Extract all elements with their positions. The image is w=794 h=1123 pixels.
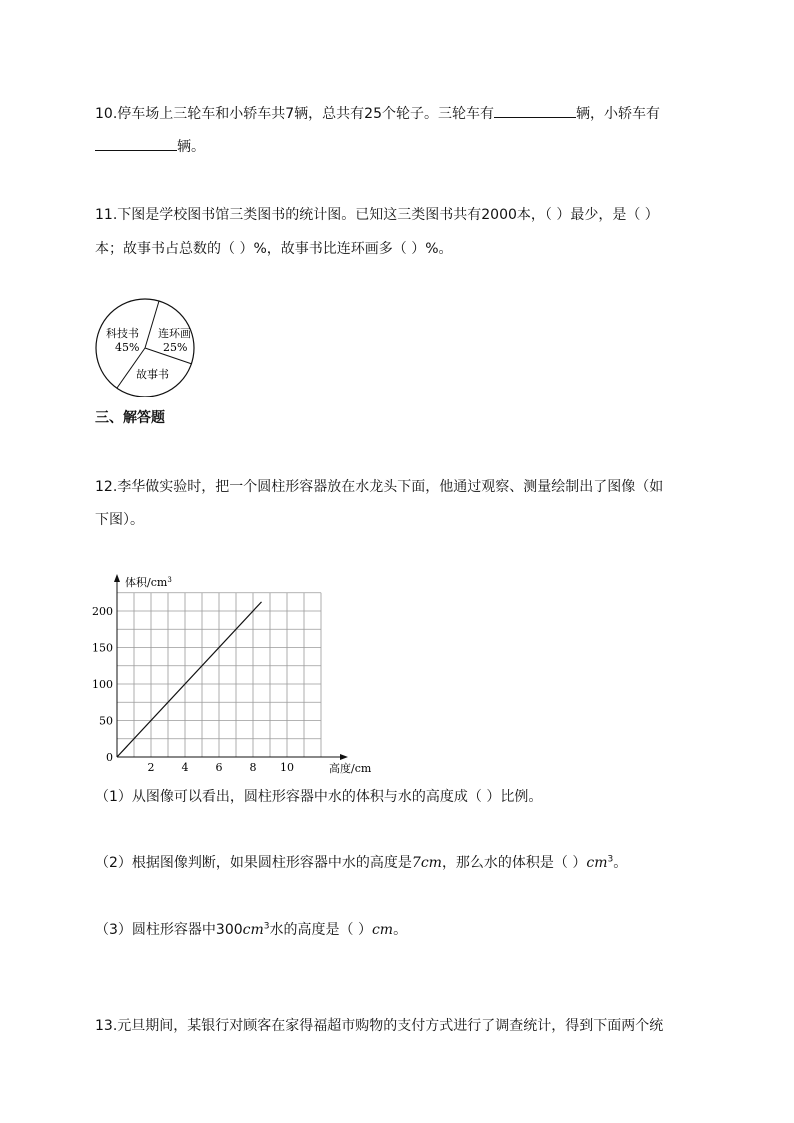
q12-sub2-text-a: （2）根据图像判断，如果圆柱形容器中水的高度是 [95, 855, 412, 871]
q12-sub1: （1）从图像可以看出，圆柱形容器中水的体积与水的高度成（ ）比例。 [95, 789, 543, 805]
chart-tick-labels [92, 605, 294, 774]
question-10-line2 [95, 136, 205, 157]
q12-sub2-unit: cm [586, 855, 608, 871]
x-tick-label: 10 [280, 761, 294, 774]
q10-text-part1: 10.停车场上三轮车和小轿车共7辆，总共有25个轮子。三轮车有 [95, 106, 494, 122]
x-axis-arrow [340, 754, 348, 760]
question-10-line1 [95, 103, 660, 124]
question-12-line1: 12.李华做实验时，把一个圆柱形容器放在水龙头下面，他通过观察、测量绘制出了图像（如 [95, 479, 664, 495]
section-heading: 三、解答题 [95, 410, 165, 426]
q12-sub2-text-c: ，那么水的体积是（ ） [441, 855, 587, 871]
y-tick-label: 0 [106, 751, 113, 764]
x-tick-label: 6 [215, 761, 223, 774]
q12-sub3 [95, 920, 407, 940]
chart-axes [114, 574, 348, 760]
q12-sub3-unit2: cm [371, 922, 394, 938]
pie-label-lianhuan-pct: 25% [163, 341, 188, 354]
y-tick-label: 200 [92, 605, 113, 618]
chart-series [117, 602, 262, 757]
q12-sub3-end: 。 [393, 922, 408, 938]
pie-label-keji: 科技书 [106, 327, 139, 340]
pie-label-lianhuan: 连环画 [158, 327, 191, 340]
question-13-line1: 13.元旦期间，某银行对顾客在家得福超市购物的支付方式进行了调查统计，得到下面两个统 [95, 1018, 664, 1034]
chart-ylabel: 体积$/cm^3$ [125, 576, 172, 589]
chart-grid [117, 593, 321, 757]
question-11-line1: 11.下图是学校图书馆三类图书的统计图。已知这三类图书共有2000本，（ ）最少，是（ ） [95, 207, 659, 223]
pie-label-keji-pct: 45% [115, 341, 140, 354]
question-12-line2: 下图）。 [95, 512, 144, 528]
y-tick-label: 100 [92, 678, 113, 691]
x-tick-label: 4 [181, 761, 189, 774]
q10-text-part2: 辆，小轿车有 [576, 106, 660, 122]
line-chart [90, 570, 380, 780]
answer-blank-cars[interactable] [95, 136, 177, 151]
chart-xlabel: 高度/cm [329, 762, 372, 775]
q12-sub2-height: 7cm [411, 855, 442, 871]
q12-sub2 [95, 853, 627, 873]
y-axis-arrow [114, 574, 120, 582]
answer-blank-tricycles[interactable] [494, 103, 576, 118]
q12-sub2-end: 。 [613, 855, 628, 871]
q12-sub3-unit: cm [242, 922, 264, 938]
pie-chart [90, 297, 200, 397]
x-tick-label: 2 [147, 761, 155, 774]
y-tick-label: 150 [92, 641, 113, 655]
q12-sub3-unit-sup: 3 [263, 921, 270, 932]
q10-text-part3: 辆。 [177, 139, 205, 155]
series-line [117, 602, 262, 757]
question-11-line2: 本；故事书占总数的（ ）%，故事书比连环画多（ ）%。 [95, 241, 453, 257]
q12-sub3-text-a: （3）圆柱形容器中 [95, 922, 216, 938]
x-tick-label: 8 [249, 761, 257, 774]
y-tick-label: 50 [99, 714, 113, 728]
q12-sub2-unit-sup: 3 [607, 854, 614, 865]
pie-label-gushi: 故事书 [136, 368, 169, 381]
q12-sub3-text-c: 水的高度是（ ） [269, 922, 372, 938]
q12-sub3-volume: 300 [215, 922, 243, 938]
